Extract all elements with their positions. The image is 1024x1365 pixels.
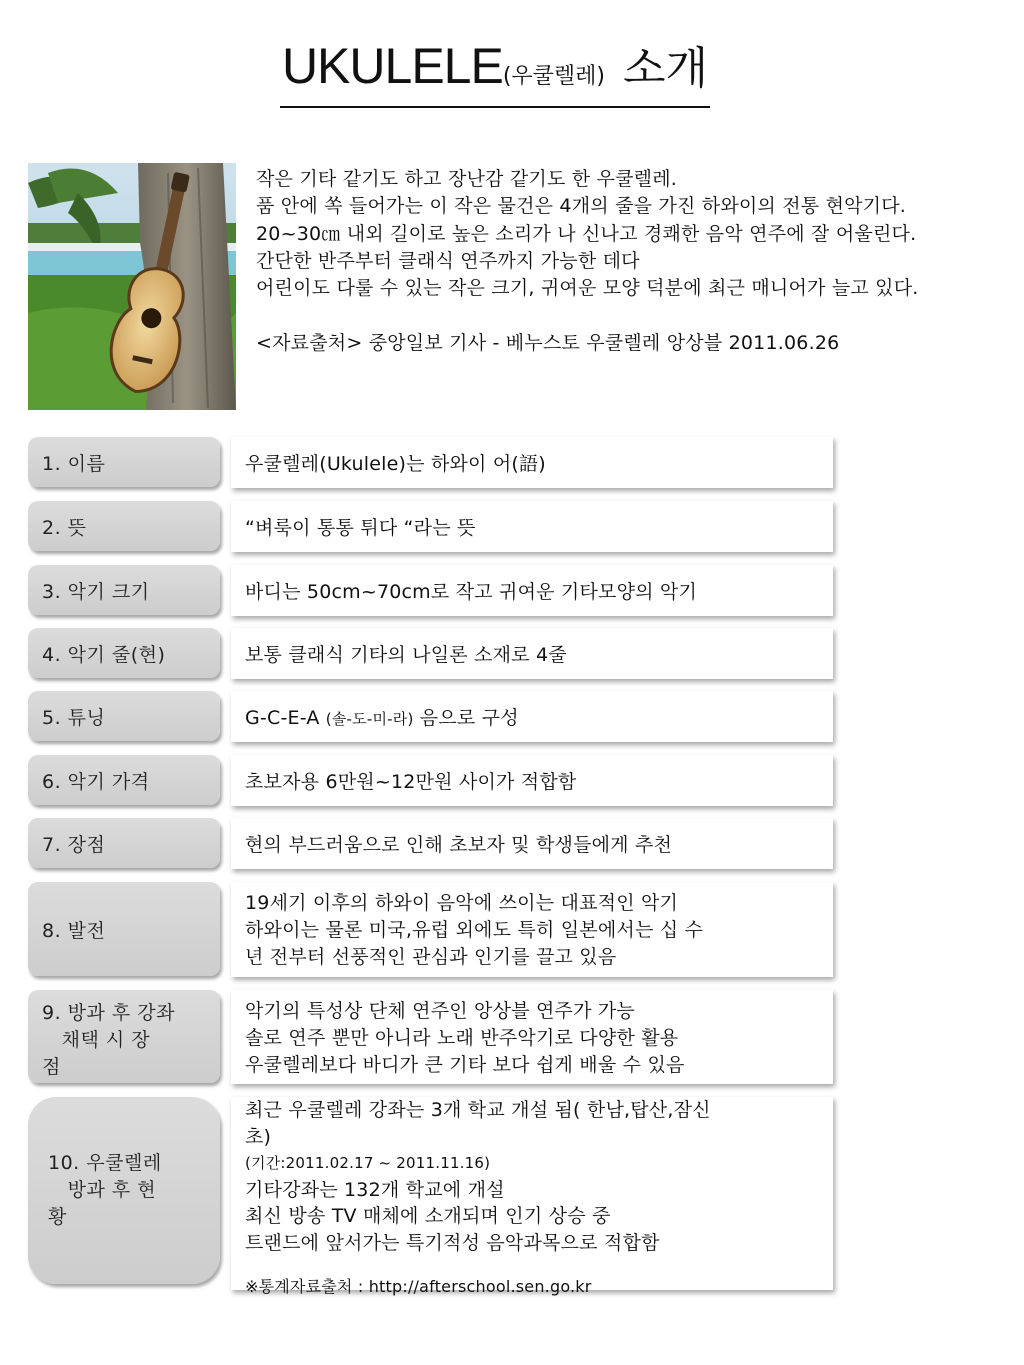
statistics-source: ※통계자료출처 : http://afterschool.sen.go.kr <box>245 1277 592 1296</box>
content-line: 악기의 특성상 단체 연주인 앙상블 연주가 가능 <box>245 1000 635 1022</box>
label-meaning: 2. 뜻 <box>28 501 220 551</box>
content-line: 보통 클래식 기타의 나일론 소재로 4줄 <box>245 644 567 666</box>
content-line: 우쿨렐레(Ukulele)는 하와이 어(語) <box>245 453 546 475</box>
title-tail: 소개 <box>623 43 709 94</box>
label-advantage: 7. 장점 <box>28 818 220 868</box>
label-development: 8. 발전 <box>28 882 220 976</box>
content-line: 기타강좌는 132개 학교에 개설 <box>245 1178 505 1201</box>
label-strings: 4. 악기 줄(현) <box>28 628 220 678</box>
label-size: 3. 악기 크기 <box>28 565 220 615</box>
content-line: 초) <box>245 1125 272 1148</box>
title-main: UKULELE <box>281 38 503 94</box>
intro-text: 작은 기타 같기도 하고 장난감 같기도 한 우쿨렐레. 품 안에 쏙 들어가는 이 작은 물건은 4개의 줄을 가진 하와이의 전통 현악기다. 20~30㎝ 내외 길이로 높은 소리가 나 신나고 경쾌한 음악 연주에 잘 어울린다. 간단한 반주부터 클래식 연주까지 가능한 데다 어린이도 다룰 수 있는 작은 크기, 귀여운 모양 덕분에 최근 매니어가 늘고 있다. <자료출처> 중앙일보 기사 - 베누스토 우쿨렐레 앙상블 2011.06.26 <box>256 168 919 354</box>
label-tuning: 5. 튜닝 <box>28 691 220 741</box>
ukulele-photo <box>28 163 236 410</box>
content-line: 최근 우쿨렐레 강좌는 3개 학교 개설 됨( 한남,탑산,잠신 <box>245 1099 711 1121</box>
content-advantage <box>231 818 833 869</box>
content-strings <box>231 628 833 679</box>
content-afterschool-merit <box>231 990 833 1084</box>
content-line: 솔로 연주 뿐만 아니라 노래 반주악기로 다양한 활용 <box>245 1027 679 1049</box>
content-line: 초보자용 6만원~12만원 사이가 적합함 <box>245 771 577 793</box>
tuning-solfege: (솔-도-미-라) <box>325 710 414 728</box>
content-line: 최신 방송 TV 매체에 소개되며 인기 상승 중 <box>245 1205 611 1227</box>
label-price: 6. 악기 가격 <box>28 755 220 805</box>
content-line-period: (기간:2011.02.17 ~ 2011.11.16) <box>245 1154 491 1172</box>
content-line: 우쿨렐레보다 바디가 큰 기타 보다 쉽게 배울 수 있음 <box>245 1054 685 1076</box>
label-name: 1. 이름 <box>28 437 220 487</box>
title-korean-paren: (우쿨렐레) <box>502 64 606 89</box>
page-title <box>0 38 990 108</box>
content-line <box>245 703 519 730</box>
content-price <box>231 755 833 806</box>
content-line: 트랜드에 앞서가는 특기적성 음악과목으로 적합함 <box>245 1231 660 1254</box>
content-line: 현의 부드러움으로 인해 초보자 및 학생들에게 추천 <box>245 834 673 856</box>
content-development <box>231 882 833 977</box>
content-afterschool-status <box>231 1097 833 1296</box>
tuning-tail: 음으로 구성 <box>413 707 519 729</box>
content-size <box>231 565 833 616</box>
tuning-notes: G-C-E-A <box>245 707 326 729</box>
label-afterschool-status: 10. 우쿨렐레 방과 후 현 황 <box>28 1097 220 1284</box>
label-afterschool-merit: 9. 방과 후 강좌 채택 시 장 점 <box>28 990 220 1083</box>
content-line: 하와이는 물론 미국,유럽 외에도 특히 일본에서는 십 수 <box>245 919 704 941</box>
content-line: 바디는 50cm~70cm로 작고 귀여운 기타모양의 악기 <box>245 581 698 603</box>
content-name <box>231 437 833 488</box>
content-line: 19세기 이후의 하와이 음악에 쓰이는 대표적인 악기 <box>245 892 679 914</box>
content-line: 년 전부터 선풍적인 관심과 인기를 끌고 있음 <box>245 946 617 968</box>
content-line: “벼룩이 통통 튀다 “라는 뜻 <box>245 517 476 539</box>
content-tuning <box>231 691 833 742</box>
content-meaning <box>231 501 833 552</box>
